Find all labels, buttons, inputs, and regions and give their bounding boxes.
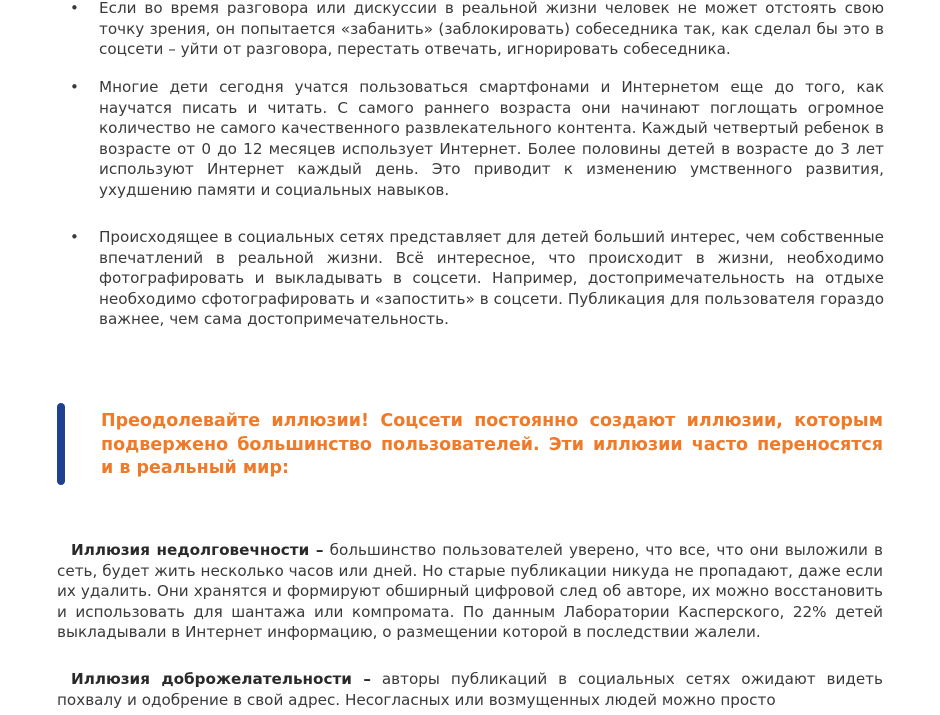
illusion-description: авторы публикаций в социальных сетях ожидают видеть похвалу и одобрение в свой адрес. Несогласных или возмущенных людей можно просто xyxy=(57,670,883,709)
illusion-paragraph xyxy=(57,669,883,710)
bullet-marker: • xyxy=(70,78,79,96)
bullet-marker: • xyxy=(70,228,79,246)
bullet-text: Происходящее в социальных сетях представляет для детей больший интерес, чем собственные впечатлений в реальной жизни. Всё интересное, что происходит в жизни, необходимо фотографировать и выкладывать в соцсети. Например, достопримечательность на отдыхе необходимо сфотографировать и «запостить» в соцсети. Публикация для пользователя гораздо важнее, чем сама достопримечательность. xyxy=(99,228,884,328)
bullet-marker: • xyxy=(70,0,79,17)
callout-heading: Преодолевайте иллюзии! Соцсети постоянно создают иллюзии, которым подвержено большинство пользователей. Эти иллюзии часто переносятся и в реальный мир: xyxy=(101,411,883,478)
bullet-text: Если во время разговора или дискуссии в реальной жизни человек не может отстоять свою точку зрения, он попытается «забанить» (заблокировать) собеседника так, как сделал бы это в соцсети – уйти от разговора, перестать отвечать, игнорировать собеседника. xyxy=(99,0,884,58)
illusion-paragraph xyxy=(57,540,883,643)
illusion-term: Иллюзия недолговечности – xyxy=(71,541,324,559)
illusion-term: Иллюзия доброжелательности – xyxy=(71,670,371,688)
bullet-text: Многие дети сегодня учатся пользоваться смартфонами и Интернетом еще до того, как научатся писать и читать. С самого раннего возраста они начинают поглощать огромное количество не самого качественного развлекательного контента. Каждый четвертый ребенок в возрасте от 0 до 12 месяцев использует Интернет. Более половины детей в возрасте до 3 лет используют Интернет каждый день. Это приводит к изменению умственного развития, ухудшению памяти и социальных навыков. xyxy=(99,78,884,199)
callout-accent-bar xyxy=(57,403,65,485)
illusion-description: большинство пользователей уверено, что все, что они выложили в сеть, будет жить несколько часов или дней. Но старые публикации никуда не пропадают, даже если их удалить. Они хранятся и формируют обширный цифровой след об авторе, их можно восстановить и использовать для шантажа или компромата. По данным Лаборатории Касперского, 22% детей выкладывали в Интернет информацию, о размещении которой в последствии жалели. xyxy=(57,541,883,641)
